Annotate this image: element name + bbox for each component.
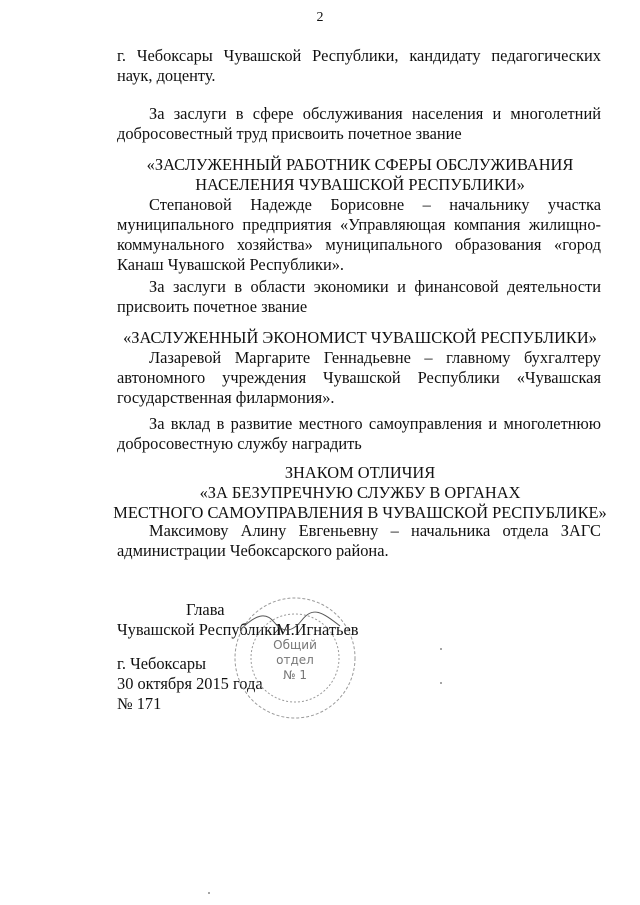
paragraph-6: За вклад в развитие местного самоуправления и многолетнюю добросовестную службу наградить <box>117 414 601 453</box>
signatory-title-line-1: Глава <box>186 600 225 619</box>
document-number: № 171 <box>117 694 162 713</box>
award-title-3 <box>100 463 620 523</box>
stamp-text-line-3: № 1 <box>283 668 307 682</box>
signatory-name: М.Игнатьев <box>276 620 359 639</box>
award-title-3-line-3: МЕСТНОГО САМОУПРАВЛЕНИЯ В ЧУВАШСКОЙ РЕСПУБЛИКЕ» <box>113 503 607 522</box>
award-title-1-line-1: «ЗАСЛУЖЕННЫЙ РАБОТНИК СФЕРЫ ОБСЛУЖИВАНИЯ <box>146 155 574 174</box>
paragraph-7: Максимову Алину Евгеньевну – начальника отдела ЗАГС администрации Чебоксарского района. <box>117 521 601 560</box>
signing-date: 30 октября 2015 года <box>117 674 263 693</box>
office-stamp <box>230 593 360 723</box>
stamp-text-line-1: Общий <box>273 638 317 652</box>
signatory-title-line-2: Чувашской Республики <box>117 620 281 639</box>
scan-speck <box>440 648 442 650</box>
award-title-2: «ЗАСЛУЖЕННЫЙ ЭКОНОМИСТ ЧУВАШСКОЙ РЕСПУБЛИКИ» <box>123 328 597 347</box>
stamp-text <box>230 638 360 683</box>
paragraph-1: г. Чебоксары Чувашской Республики, кандидату педагогических наук, доценту. <box>117 46 601 85</box>
paragraph-4: За заслуги в области экономики и финансовой деятельности присвоить почетное звание <box>117 277 601 316</box>
paragraph-3: Степановой Надежде Борисовне – начальнику участка муниципального предприятия «Управляющая компания жилищно-коммунального хозяйства» муниципального образования «город Канаш Чувашской Республики». <box>117 195 601 274</box>
award-title-1 <box>100 155 620 195</box>
scan-speck <box>440 682 442 684</box>
page-number: 2 <box>316 10 324 25</box>
paragraph-2: За заслуги в сфере обслуживания населения и многолетний добросовестный труд присвоить почетное звание <box>117 104 601 143</box>
stamp-text-line-2: отдел <box>276 653 314 667</box>
paragraph-5: Лазаревой Маргарите Геннадьевне – главному бухгалтеру автономного учреждения Чувашской Республики «Чувашская государственная филармония». <box>117 348 601 407</box>
place-of-signing: г. Чебоксары <box>117 654 207 673</box>
award-title-3-line-2: «ЗА БЕЗУПРЕЧНУЮ СЛУЖБУ В ОРГАНАХ <box>199 483 521 502</box>
scan-speck <box>208 892 210 894</box>
award-title-1-line-2: НАСЕЛЕНИЯ ЧУВАШСКОЙ РЕСПУБЛИКИ» <box>195 175 525 194</box>
award-title-3-line-1: ЗНАКОМ ОТЛИЧИЯ <box>284 463 436 482</box>
